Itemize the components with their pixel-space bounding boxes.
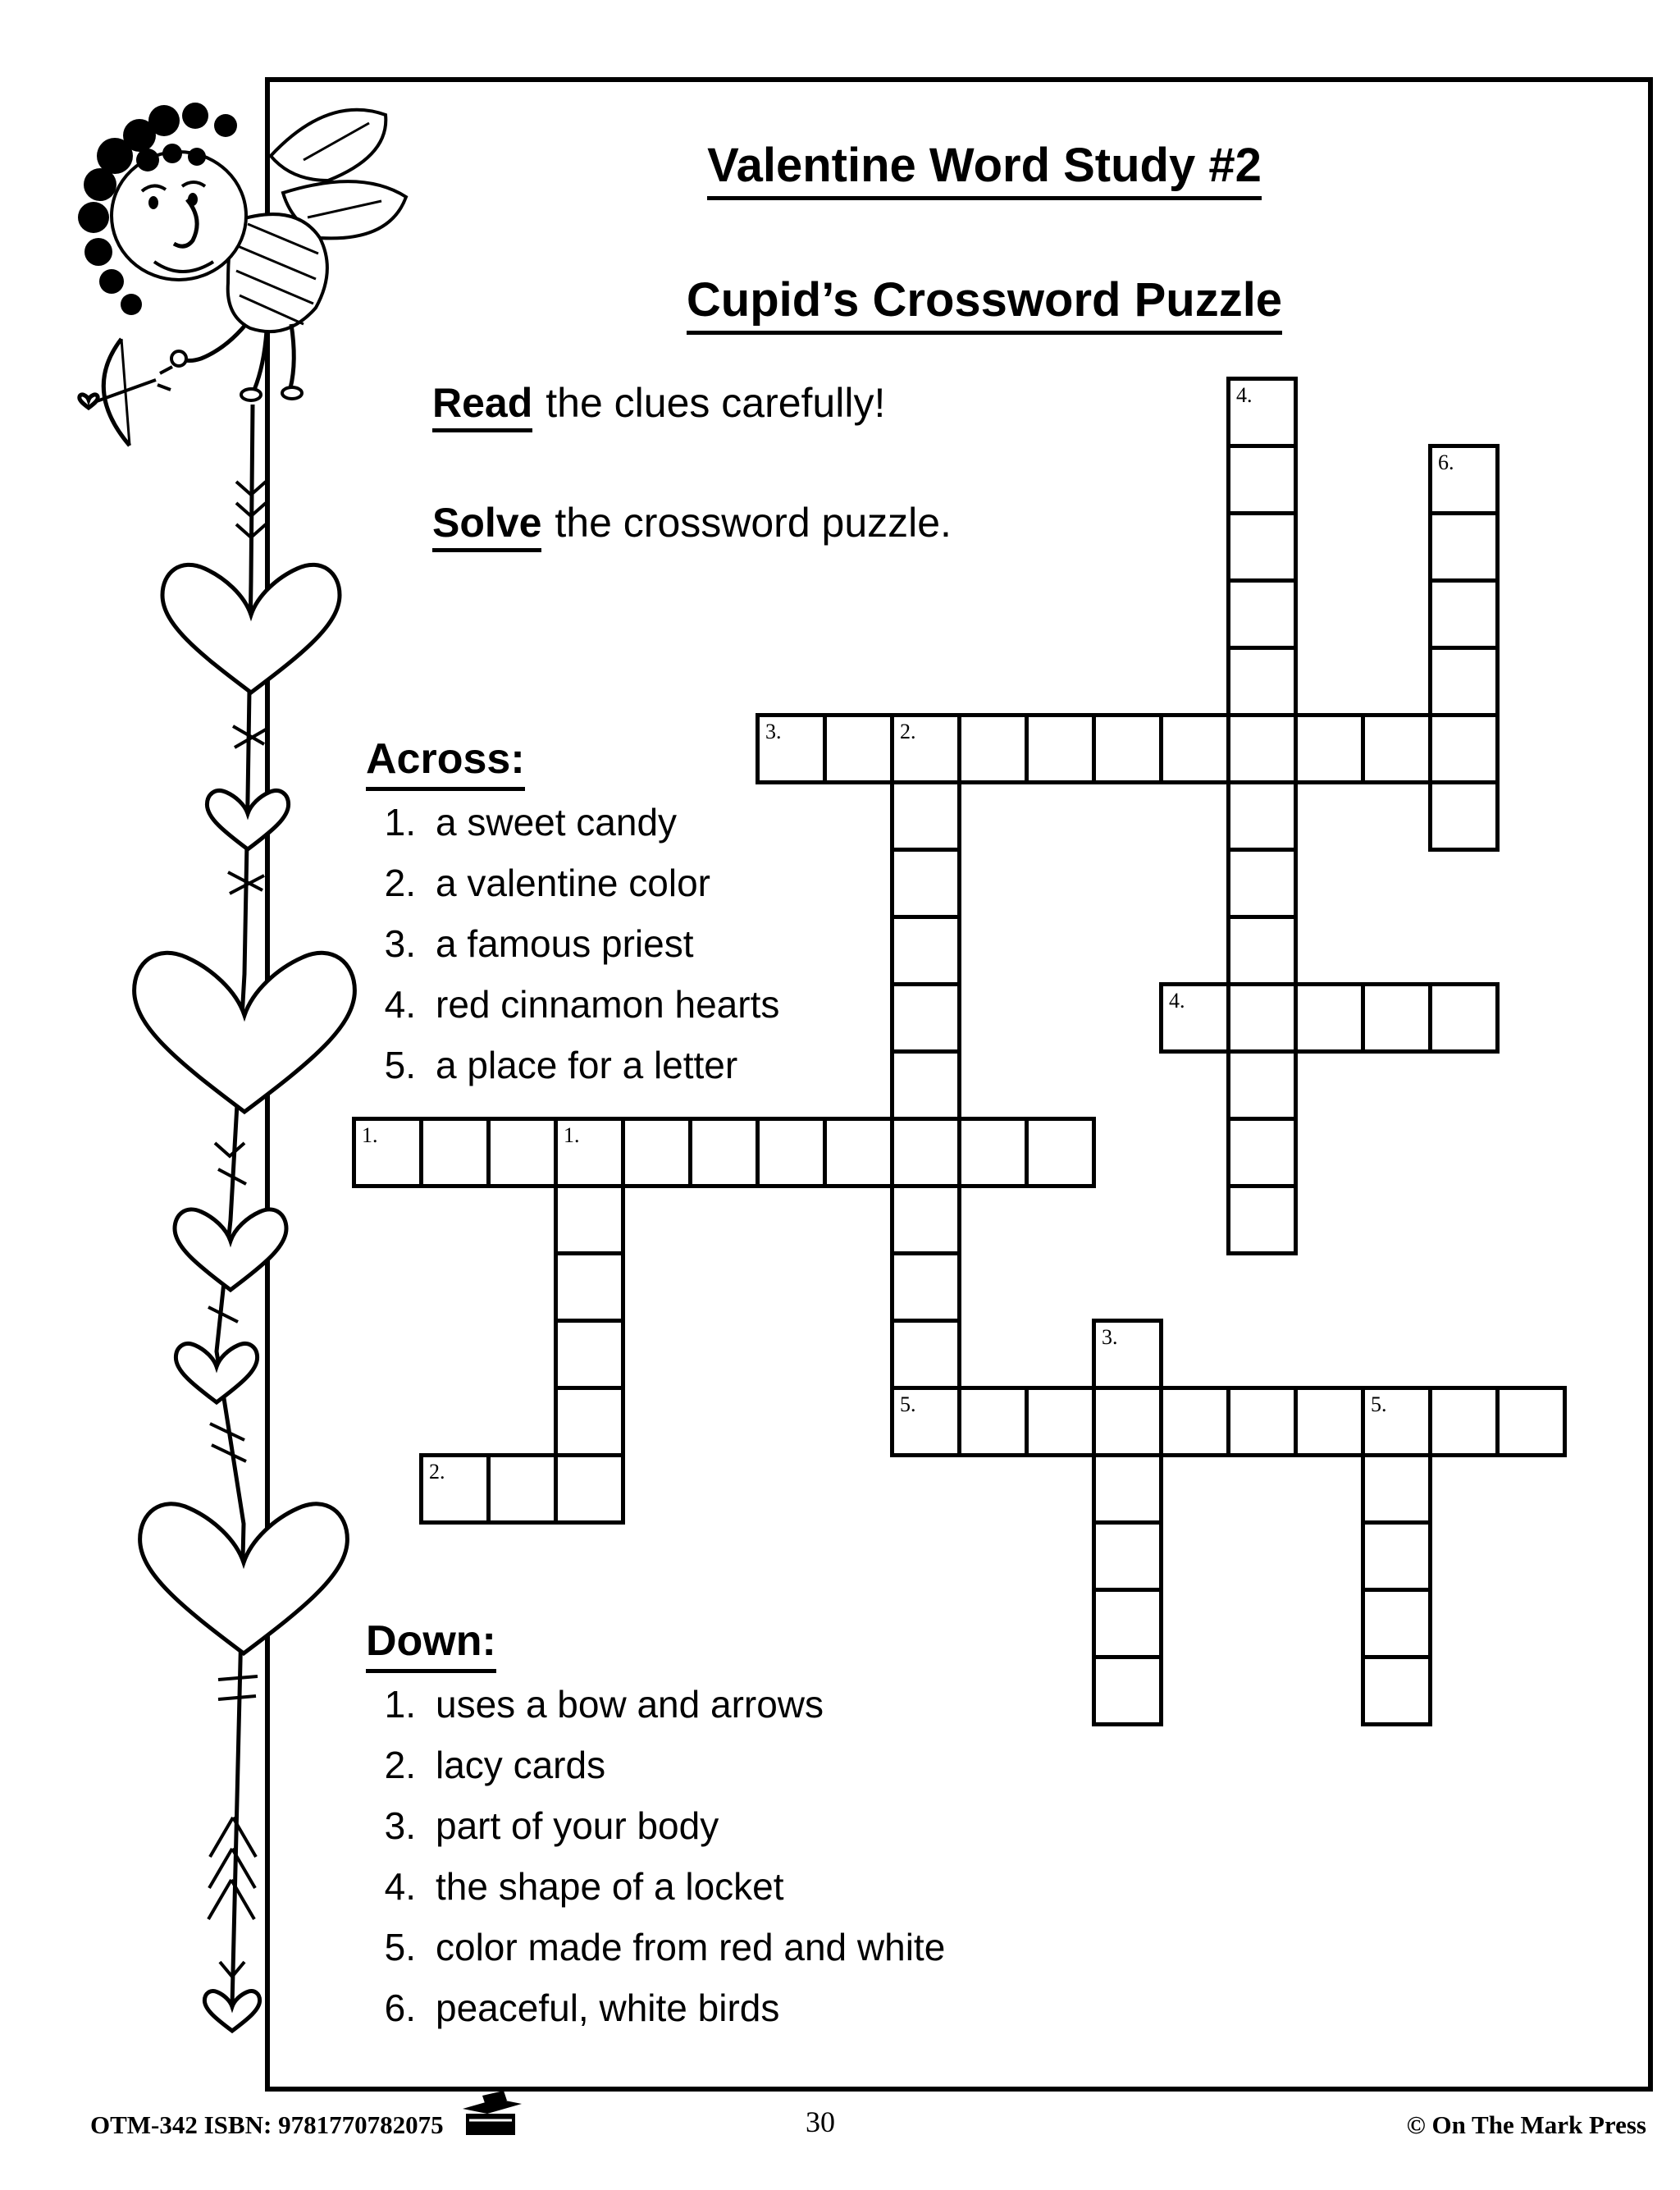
clue-number: 3.	[384, 1804, 416, 1847]
cell-number: 1.	[564, 1123, 580, 1147]
down-clue-list	[373, 1682, 945, 2046]
clue-item	[373, 1986, 945, 2046]
across-heading-text: Across:	[366, 735, 525, 791]
crossword-cell	[1226, 646, 1298, 717]
crossword-cell	[1159, 713, 1230, 784]
crossword-cell	[890, 1117, 961, 1188]
clue-text: part of your body	[436, 1804, 719, 1847]
crossword-cell	[1025, 1386, 1096, 1457]
cell-number: 3.	[1102, 1325, 1118, 1349]
crossword-cell	[1428, 646, 1500, 717]
crossword-cell	[890, 1386, 961, 1457]
publisher-logo-icon	[458, 2091, 527, 2142]
clue-item	[373, 1804, 945, 1864]
clue-number: 3.	[384, 922, 416, 965]
page-subtitle	[287, 272, 1680, 327]
clue-text: peaceful, white birds	[436, 1987, 780, 2029]
crossword-cell	[890, 915, 961, 986]
crossword-cell	[554, 1453, 625, 1525]
crossword-cell	[1361, 1655, 1432, 1726]
crossword-cell	[1226, 780, 1298, 852]
crossword-cell	[890, 1319, 961, 1390]
crossword-cell	[1428, 982, 1500, 1054]
crossword-cell	[1092, 713, 1163, 784]
cell-number: 4.	[1169, 989, 1185, 1013]
crossword-cell	[554, 1319, 625, 1390]
crossword-cell	[890, 780, 961, 852]
clue-number: 2.	[384, 862, 416, 904]
crossword-cell	[1092, 1386, 1163, 1457]
crossword-cell	[621, 1117, 692, 1188]
crossword-cell	[1495, 1386, 1567, 1457]
crossword-cell	[1294, 713, 1365, 784]
crossword-cell	[1226, 1386, 1298, 1457]
crossword-cell	[486, 1117, 558, 1188]
crossword-cell	[1092, 1319, 1163, 1390]
clue-item	[373, 1864, 945, 1925]
cell-number: 5.	[1371, 1392, 1387, 1416]
crossword-cell	[957, 1117, 1029, 1188]
clue-number: 1.	[384, 801, 416, 844]
crossword-cell	[1428, 1386, 1500, 1457]
crossword-cell	[1226, 578, 1298, 650]
crossword-cell	[1226, 1184, 1298, 1255]
crossword-cell	[1226, 982, 1298, 1054]
crossword-cell	[1428, 780, 1500, 852]
crossword-cell	[352, 1117, 423, 1188]
page-subtitle-text: Cupid’s Crossword Puzzle	[687, 273, 1282, 335]
clue-text: lacy cards	[436, 1744, 606, 1786]
crossword-cell	[1361, 1386, 1432, 1457]
crossword-cell	[1294, 982, 1365, 1054]
clue-item	[373, 1925, 945, 1986]
clue-number: 5.	[384, 1044, 416, 1086]
crossword-cell	[1361, 982, 1432, 1054]
cell-number: 4.	[1236, 383, 1253, 407]
crossword-cell	[1092, 1655, 1163, 1726]
crossword-cell	[1159, 1386, 1230, 1457]
crossword-cell	[890, 1184, 961, 1255]
crossword-cell	[1226, 1117, 1298, 1188]
crossword-cell	[756, 713, 827, 784]
crossword-cell	[1226, 511, 1298, 583]
crossword-cell	[890, 713, 961, 784]
instruction-solve-keyword: Solve	[432, 500, 541, 552]
instruction-read-text: the clues carefully!	[546, 380, 886, 426]
crossword-cell	[957, 713, 1029, 784]
crossword-cell	[1428, 444, 1500, 515]
crossword-cell	[890, 1251, 961, 1323]
clue-number: 4.	[384, 1865, 416, 1908]
clue-number: 1.	[384, 1683, 416, 1726]
crossword-cell	[1226, 848, 1298, 919]
clue-number: 6.	[384, 1987, 416, 2029]
crossword-cell	[419, 1117, 491, 1188]
clue-text: a valentine color	[436, 862, 710, 904]
clue-text: a sweet candy	[436, 801, 678, 844]
crossword-cell	[1226, 444, 1298, 515]
crossword-cell	[957, 1386, 1029, 1457]
clue-text: a famous priest	[436, 922, 694, 965]
crossword-cell	[823, 1117, 894, 1188]
instruction-read-keyword: Read	[432, 380, 532, 432]
hearts-chain-string	[208, 405, 266, 2006]
clue-text: the shape of a locket	[436, 1865, 784, 1908]
crossword-cell	[1025, 713, 1096, 784]
crossword-cell	[1361, 713, 1432, 784]
crossword-cell	[1428, 713, 1500, 784]
crossword-cell	[1159, 982, 1230, 1054]
crossword-cell	[1092, 1453, 1163, 1525]
crossword-cell	[1025, 1117, 1096, 1188]
cell-number: 5.	[900, 1392, 916, 1416]
crossword-cell	[890, 982, 961, 1054]
page-title-text: Valentine Word Study #2	[707, 139, 1262, 200]
crossword-cell	[1092, 1520, 1163, 1592]
crossword-grid	[352, 377, 1567, 1726]
footer-copyright: © On The Mark Press	[1406, 2110, 1646, 2139]
instruction-solve-text: the crossword puzzle.	[555, 500, 952, 546]
cell-number: 2.	[900, 720, 916, 743]
cell-number: 2.	[429, 1460, 445, 1484]
crossword-cell	[554, 1184, 625, 1255]
crossword-cell	[1361, 1520, 1432, 1592]
crossword-cell	[1226, 713, 1298, 784]
crossword-cell	[1428, 578, 1500, 650]
crossword-cell	[1294, 1386, 1365, 1457]
crossword-cell	[419, 1453, 491, 1525]
crossword-cell	[688, 1117, 760, 1188]
clue-number: 5.	[384, 1926, 416, 1968]
clue-text: red cinnamon hearts	[436, 983, 780, 1026]
clue-text: a place for a letter	[436, 1044, 738, 1086]
cell-number: 3.	[765, 720, 782, 743]
crossword-cell	[1226, 915, 1298, 986]
clue-item	[373, 1743, 945, 1804]
crossword-cell	[1361, 1453, 1432, 1525]
crossword-cell	[554, 1386, 625, 1457]
crossword-cell	[823, 713, 894, 784]
crossword-cell	[1361, 1588, 1432, 1659]
page-title	[287, 138, 1680, 193]
cell-number: 6.	[1438, 450, 1454, 474]
crossword-cell	[756, 1117, 827, 1188]
down-heading-text: Down:	[366, 1617, 496, 1673]
footer-page-number: 30	[806, 2105, 835, 2138]
crossword-cell	[554, 1117, 625, 1188]
crossword-cell	[1428, 511, 1500, 583]
crossword-cell	[890, 848, 961, 919]
crossword-cell	[1226, 377, 1298, 448]
crossword-cell	[1226, 1049, 1298, 1121]
cell-number: 1.	[362, 1123, 378, 1147]
clue-text: uses a bow and arrows	[436, 1683, 824, 1726]
arrow-icon	[208, 1817, 256, 1977]
footer-isbn: OTM-342 ISBN: 9781770782075	[90, 2110, 444, 2139]
crossword-cell	[486, 1453, 558, 1525]
clue-text: color made from red and white	[436, 1926, 946, 1968]
crossword-cell	[890, 1049, 961, 1121]
crossword-cell	[1092, 1588, 1163, 1659]
clue-number: 2.	[384, 1744, 416, 1786]
clue-number: 4.	[384, 983, 416, 1026]
crossword-cell	[554, 1251, 625, 1323]
